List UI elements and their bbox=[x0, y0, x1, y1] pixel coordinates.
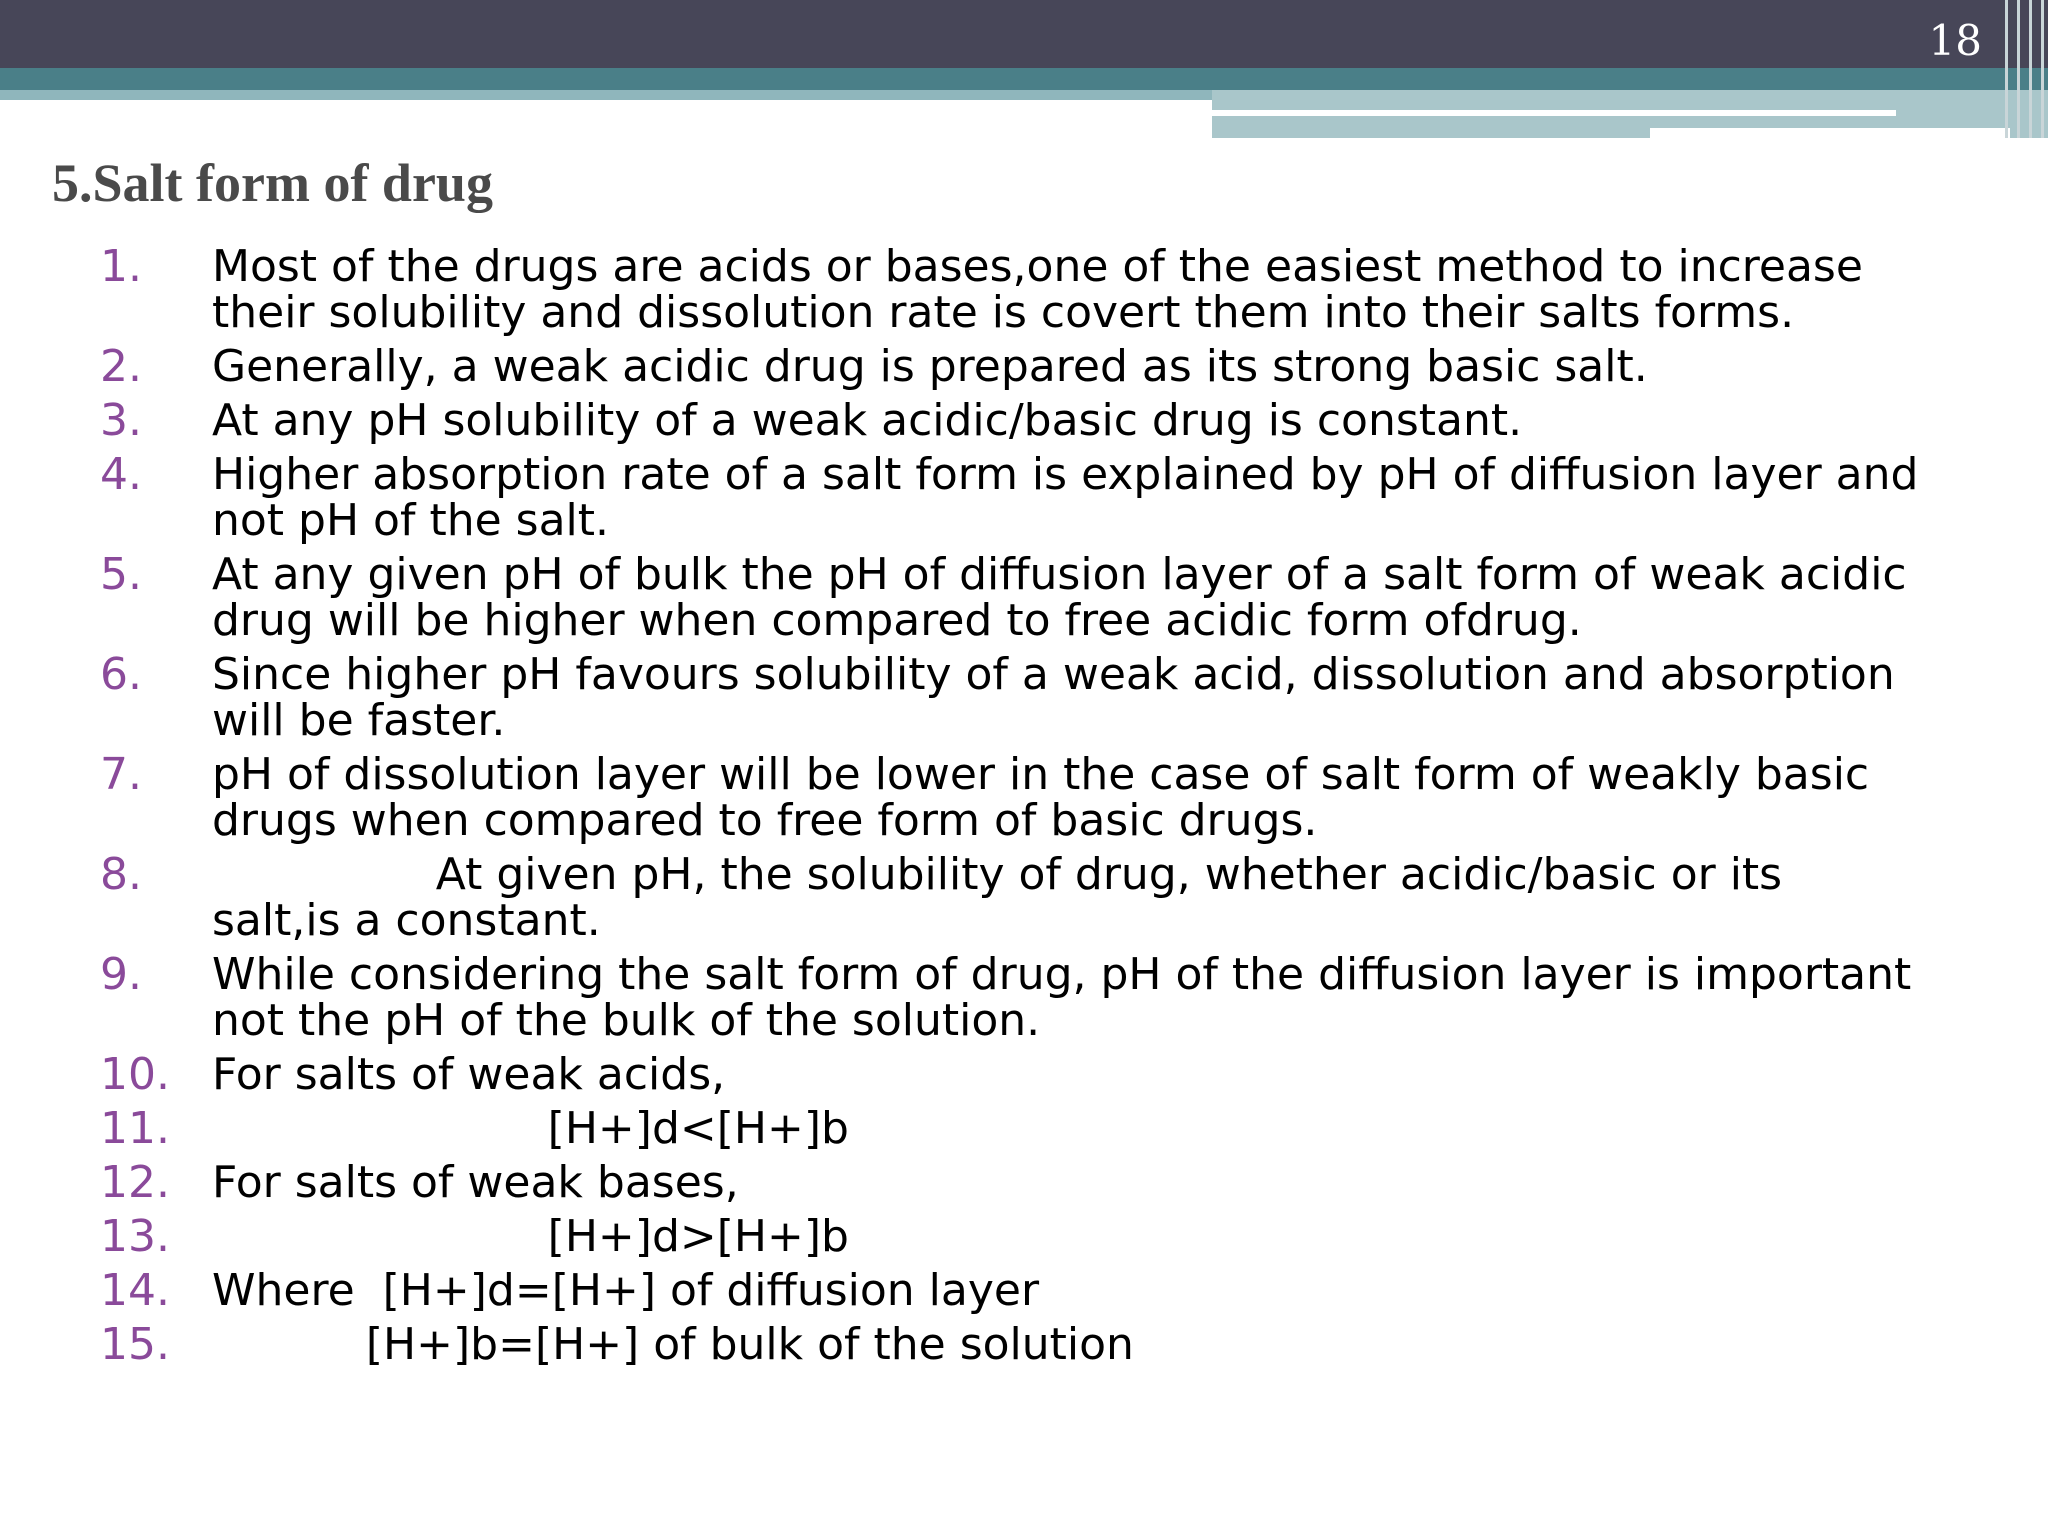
item-text: Generally, a weak acidic drug is prepared as its strong basic salt. bbox=[212, 341, 1648, 392]
item-text: Where [H+]d=[H+] of diffusion layer bbox=[212, 1265, 1040, 1316]
list-item bbox=[100, 1319, 2020, 1370]
header-vertical-lines bbox=[2000, 0, 2048, 138]
list-item bbox=[100, 1157, 2020, 1208]
item-number: 9. bbox=[100, 949, 142, 1000]
item-text: [H+]b=[H+] of bulk of the solution bbox=[212, 1319, 1134, 1370]
slide-title: 5.Salt form of drug bbox=[52, 153, 493, 213]
list-item bbox=[100, 1049, 2020, 1100]
item-number: 15. bbox=[100, 1319, 170, 1370]
item-text: At given pH, the solubility of drug, whether acidic/basic or its salt,is a constant. bbox=[212, 849, 1783, 946]
item-text: While considering the salt form of drug, pH of the diffusion layer is important not the pH of the bulk of the solution. bbox=[212, 949, 1912, 1046]
list-item bbox=[100, 549, 2020, 646]
list-item bbox=[100, 241, 2020, 338]
header-right-line bbox=[1212, 110, 1896, 116]
item-number: 11. bbox=[100, 1103, 170, 1154]
item-text: Since higher pH favours solubility of a weak acid, dissolution and absorption will be faster. bbox=[212, 649, 1895, 746]
header-right-line-2 bbox=[1650, 128, 2010, 138]
item-text: pH of dissolution layer will be lower in the case of salt form of weakly basic drugs when compared to free form of basic drugs. bbox=[212, 749, 1870, 846]
list-item bbox=[100, 649, 2020, 746]
item-text: At any pH solubility of a weak acidic/basic drug is constant. bbox=[212, 395, 1523, 446]
item-text: Most of the drugs are acids or bases,one of the easiest method to increase their solubility and dissolution rate is covert them into their salts forms. bbox=[212, 241, 1863, 338]
list-item bbox=[100, 1103, 2020, 1154]
item-number: 8. bbox=[100, 849, 142, 900]
header-accent-band bbox=[0, 68, 2048, 90]
item-text: Higher absorption rate of a salt form is explained by pH of diffusion layer and not pH of the salt. bbox=[212, 449, 1919, 546]
item-number: 6. bbox=[100, 649, 142, 700]
item-number: 12. bbox=[100, 1157, 170, 1208]
numbered-list bbox=[100, 241, 2020, 1376]
item-text: [H+]d>[H+]b bbox=[212, 1211, 849, 1262]
item-number: 2. bbox=[100, 341, 142, 392]
item-number: 4. bbox=[100, 449, 142, 500]
slide-number: 18 bbox=[1928, 16, 1982, 65]
list-item bbox=[100, 849, 2020, 946]
item-number: 1. bbox=[100, 241, 142, 292]
item-number: 3. bbox=[100, 395, 142, 446]
item-text: For salts of weak acids, bbox=[212, 1049, 726, 1100]
item-number: 10. bbox=[100, 1049, 170, 1100]
list-item bbox=[100, 1265, 2020, 1316]
item-text: For salts of weak bases, bbox=[212, 1157, 739, 1208]
item-number: 14. bbox=[100, 1265, 170, 1316]
list-item bbox=[100, 749, 2020, 846]
list-item bbox=[100, 449, 2020, 546]
item-number: 7. bbox=[100, 749, 142, 800]
item-number: 13. bbox=[100, 1211, 170, 1262]
list-item bbox=[100, 395, 2020, 446]
item-text: At any given pH of bulk the pH of diffusion layer of a salt form of weak acidic drug will be higher when compared to free acidic form ofdrug. bbox=[212, 549, 1907, 646]
item-number: 5. bbox=[100, 549, 142, 600]
list-item bbox=[100, 949, 2020, 1046]
item-text: [H+]d<[H+]b bbox=[212, 1103, 849, 1154]
list-item bbox=[100, 341, 2020, 392]
list-item bbox=[100, 1211, 2020, 1262]
header-bar bbox=[0, 0, 2048, 68]
header-accent-stripe bbox=[0, 90, 1212, 100]
